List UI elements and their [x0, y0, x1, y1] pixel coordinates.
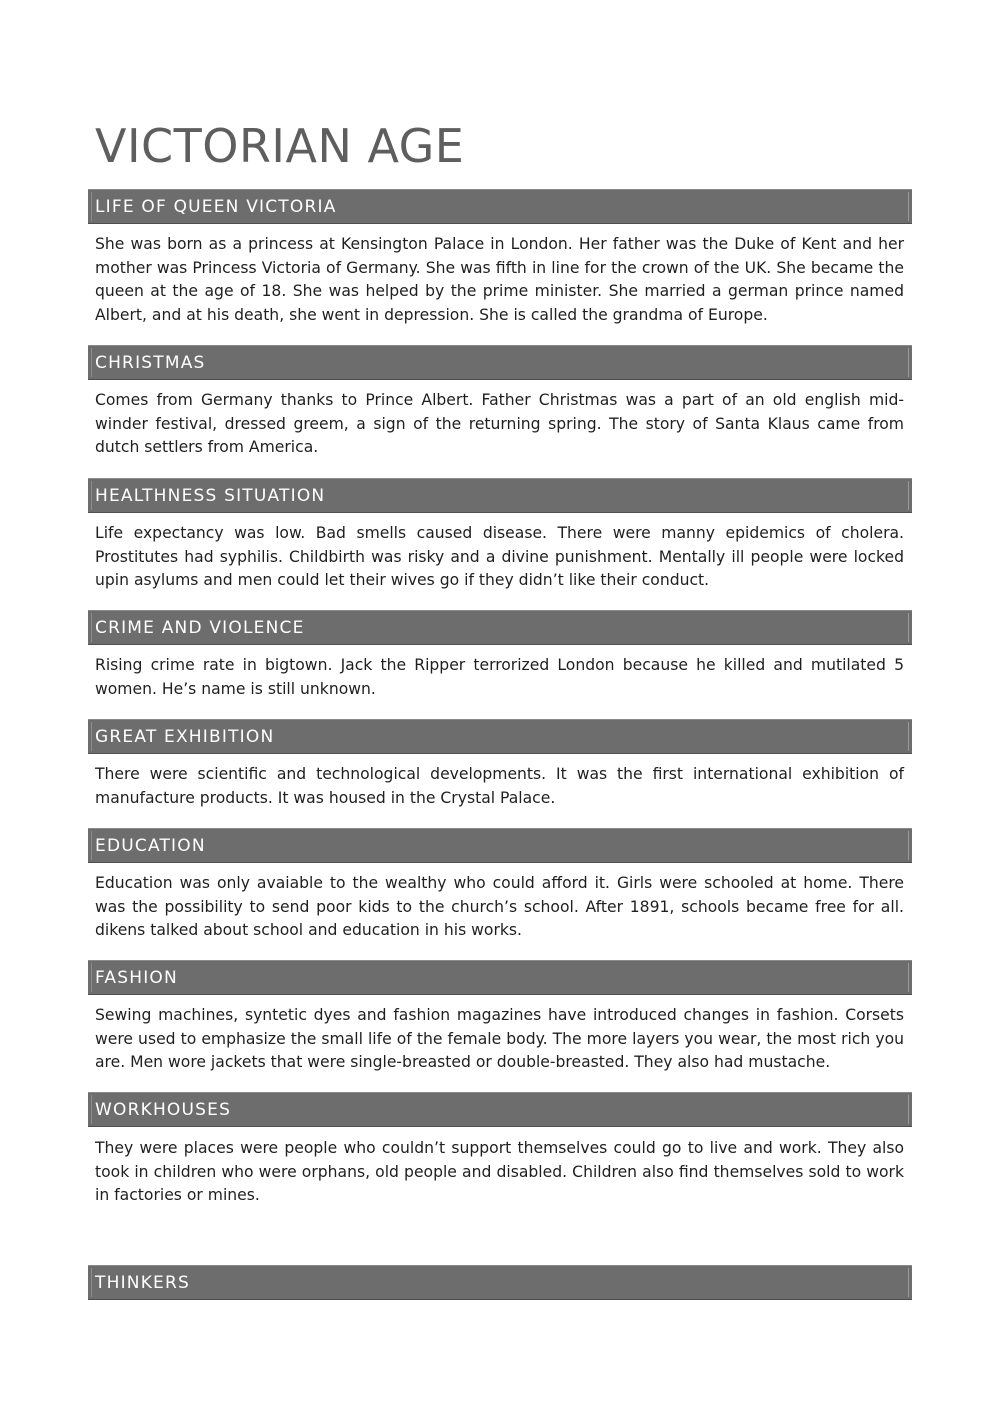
- section-heading: FASHION: [95, 968, 178, 988]
- section-body-crime-and-violence: Rising crime rate in bigtown. Jack the Ripper terrorized London because he killed and mutilated 5 women. He’s name is still unknown.: [95, 656, 904, 698]
- section-body-workhouses: They were places were people who couldn’t support themselves could go to live and work. They also took in children who were orphans, old people and disabled. Children also find themselves sold to work in factories or mines.: [95, 1139, 904, 1205]
- section-heading: EDUCATION: [95, 836, 206, 856]
- document-title: VICTORIAN AGE: [95, 119, 465, 173]
- section-heading: CRIME AND VIOLENCE: [95, 618, 305, 638]
- section-header-christmas: [88, 345, 912, 380]
- section-header-workhouses: [88, 1092, 912, 1127]
- section-header-life-of-queen-victoria: [88, 189, 912, 224]
- section-heading: HEALTHNESS SITUATION: [95, 486, 326, 506]
- section-body-education: Education was only avaiable to the wealthy who could afford it. Girls were schooled at home. There was the possibility to send poor kids to the church’s school. After 1891, schools became free for all. dikens talked about school and education in his works.: [95, 874, 904, 940]
- section-header-healthness-situation: [88, 478, 912, 513]
- section-header-great-exhibition: [88, 719, 912, 754]
- section-heading: WORKHOUSES: [95, 1100, 232, 1120]
- section-heading: CHRISTMAS: [95, 353, 206, 373]
- section-body-life-of-queen-victoria: She was born as a princess at Kensington Palace in London. Her father was the Duke of Kent and her mother was Princess Victoria of Germany. She was fifth in line for the crown of the UK. She became the queen at the age of 18. She was helped by the prime minister. She married a german prince named Albert, and at his death, she went in depression. She is called the grandma of Europe.: [95, 235, 904, 324]
- section-header-crime-and-violence: [88, 610, 912, 645]
- section-header-fashion: [88, 960, 912, 995]
- section-body-healthness-situation: Life expectancy was low. Bad smells caused disease. There were manny epidemics of cholera. Prostitutes had syphilis. Childbirth was risky and a divine punishment. Mentally ill people were locked upin asylums and men could let their wives go if they didn’t like their conduct.: [95, 524, 904, 590]
- section-heading: LIFE OF QUEEN VICTORIA: [95, 197, 337, 217]
- section-header-thinkers: [88, 1265, 912, 1300]
- section-body-great-exhibition: There were scientific and technological developments. It was the first international exhibition of manufacture products. It was housed in the Crystal Palace.: [95, 765, 904, 807]
- section-heading: THINKERS: [95, 1273, 190, 1293]
- section-heading: GREAT EXHIBITION: [95, 727, 275, 747]
- section-body-fashion: Sewing machines, syntetic dyes and fashion magazines have introduced changes in fashion. Corsets were used to emphasize the small life of the female body. The more layers you wear, the most rich you are. Men wore jackets that were single-breasted or double-breasted. They also had mustache.: [95, 1006, 904, 1072]
- section-body-christmas: Comes from Germany thanks to Prince Albert. Father Christmas was a part of an old english mid-winder festival, dressed greem, a sign of the returning spring. The story of Santa Klaus came from dutch settlers from America.: [95, 391, 904, 457]
- section-header-education: [88, 828, 912, 863]
